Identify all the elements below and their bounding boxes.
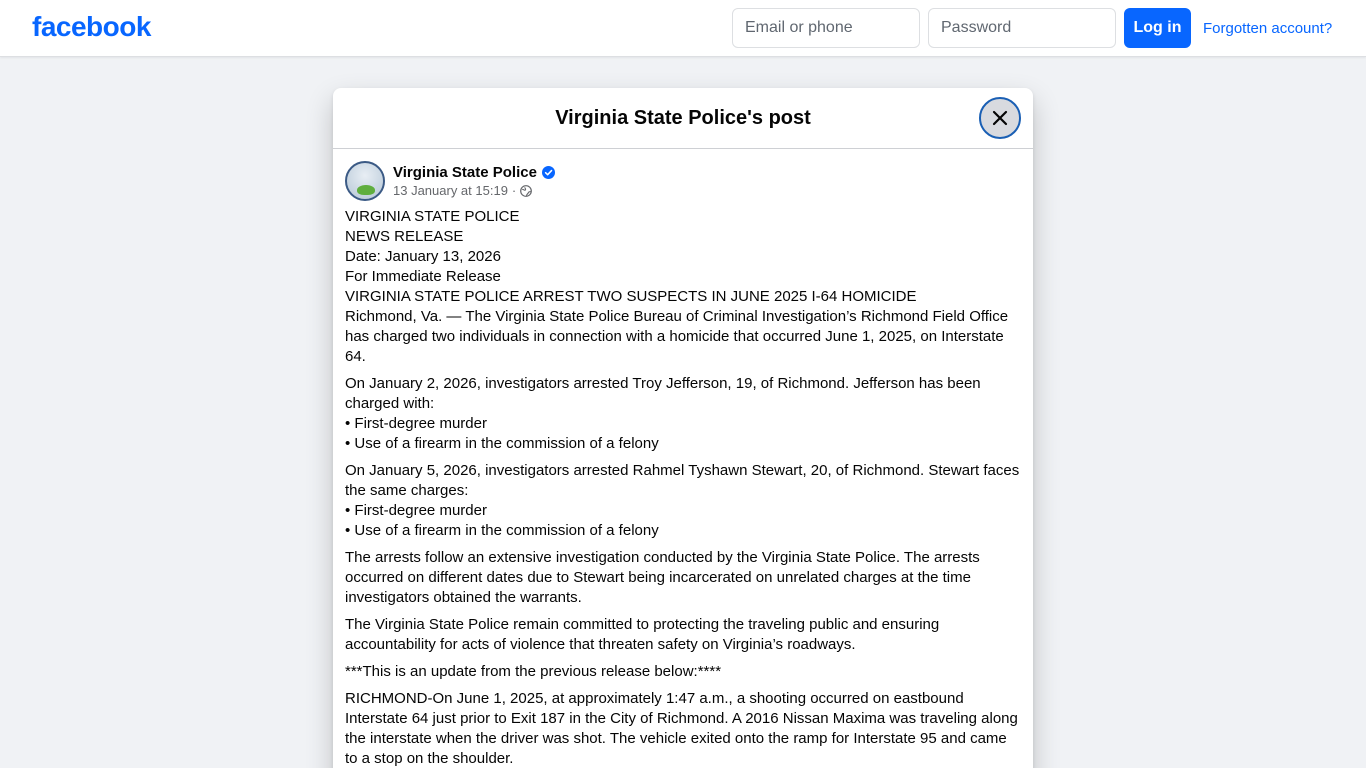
- close-button[interactable]: [979, 97, 1021, 139]
- dialog-header: [333, 88, 1033, 149]
- text-line: NEWS RELEASE: [345, 228, 464, 245]
- text-line: On January 2, 2026, investigators arrested Troy Jefferson, 19, of Richmond. Jefferson has been charged with:: [345, 375, 981, 412]
- post-dialog: [333, 88, 1033, 768]
- paragraph-original-release: [345, 689, 1021, 768]
- email-field[interactable]: [732, 8, 920, 48]
- text-line: VIRGINIA STATE POLICE: [345, 208, 520, 225]
- author-block: [393, 164, 555, 198]
- forgotten-account-link[interactable]: Forgotten account?: [1203, 19, 1333, 37]
- password-field[interactable]: [928, 8, 1116, 48]
- globe-icon: [520, 185, 532, 197]
- post-meta: [393, 183, 555, 198]
- paragraph-investigation: [345, 548, 1021, 608]
- bullet-item: • Use of a firearm in the commission of a felony: [345, 435, 659, 452]
- text-line: The Virginia State Police remain committed to protecting the traveling public and ensuring accountability for acts of violence that threaten safety on Virginia’s roadways.: [345, 616, 940, 653]
- text-line: For Immediate Release: [345, 268, 501, 285]
- dialog-title: Virginia State Police's post: [555, 106, 811, 129]
- post-header: [333, 149, 1033, 201]
- text-line: Richmond, Va. — The Virginia State Police Bureau of Criminal Investigation’s Richmond Field Office has charged two individuals in connection with a homicide that occurred June 1, 2025, on Interstate 64.: [345, 308, 1009, 365]
- text-line: On January 5, 2026, investigators arrested Rahmel Tyshawn Stewart, 20, of Richmond. Stewart faces the same charges:: [345, 462, 1020, 499]
- facebook-logo[interactable]: facebook: [32, 11, 151, 42]
- bullet-item: • First-degree murder: [345, 415, 487, 432]
- close-icon: [991, 109, 1009, 127]
- paragraph-stewart: [345, 461, 1021, 541]
- text-line: The arrests follow an extensive investigation conducted by the Virginia State Police. The arrests occurred on different dates due to Stewart being incarcerated on unrelated charges at the time investigators obtained the warrants.: [345, 549, 980, 606]
- meta-separator: ·: [511, 183, 517, 198]
- paragraph-commitment: [345, 615, 1021, 655]
- text-line: Date: January 13, 2026: [345, 248, 501, 265]
- author-name[interactable]: Virginia State Police: [393, 164, 537, 181]
- login-button[interactable]: Log in: [1124, 8, 1191, 48]
- paragraph-update-note: [345, 662, 1021, 682]
- paragraph-jefferson: [345, 374, 1021, 454]
- verified-badge-icon: [542, 166, 555, 179]
- avatar[interactable]: [345, 161, 385, 201]
- paragraph-header: [345, 207, 1021, 367]
- text-line: ***This is an update from the previous release below:****: [345, 663, 722, 680]
- bullet-item: • Use of a firearm in the commission of a felony: [345, 522, 659, 539]
- text-line: RICHMOND-On June 1, 2025, at approximately 1:47 a.m., a shooting occurred on eastbound Interstate 64 just prior to Exit 187 in the City of Richmond. A 2016 Nissan Maxima was traveling along the interstate when the driver was shot. The vehicle exited onto the ramp for Interstate 95 and came to a stop on the shoulder.: [345, 690, 1018, 767]
- top-bar: [0, 0, 1366, 57]
- bullet-item: • First-degree murder: [345, 502, 487, 519]
- post-timestamp[interactable]: 13 January at 15:19: [393, 183, 508, 198]
- avatar-logo-shape: [357, 185, 375, 195]
- text-line: VIRGINIA STATE POLICE ARREST TWO SUSPECTS IN JUNE 2025 I-64 HOMICIDE: [345, 288, 917, 305]
- login-form: [732, 8, 1332, 48]
- post-body: [333, 201, 1033, 768]
